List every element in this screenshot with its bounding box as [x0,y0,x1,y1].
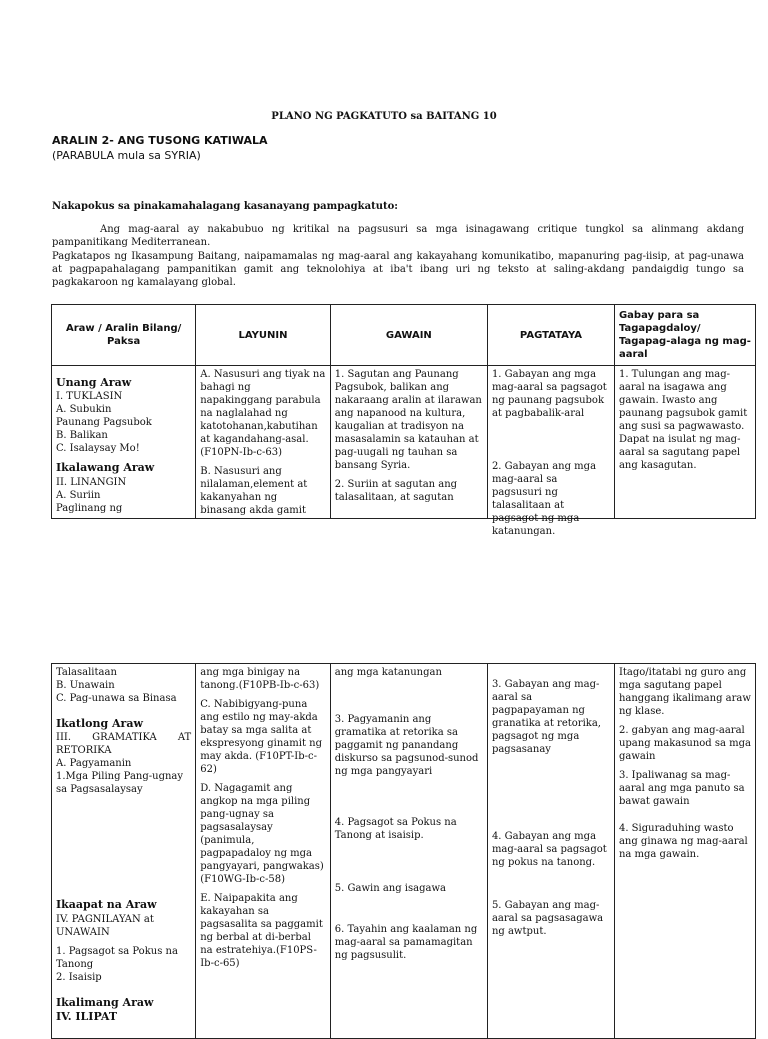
header-gabay: Gabay para sa Tagapagdaloy/ Tagapag-alaga ng mag-aaral [614,305,755,366]
text-line: III. GRAMATIKA AT RETORIKA [56,732,192,757]
objective-c: C. Nabibigyang-puna ang estilo ng may-akda batay sa mga salita at ekspresyong ginamit ng may akda. (F10PT-Ib-c-62) [200,699,322,775]
text-line: A. Subukin [56,404,112,416]
objective-a: A. Nasusuri ang tiyak na bahagi ng napakinggang parabula na naglalahad ng katotohanan,kabutihan at kagandahang-asal. (F10PN-Ib-c-63) [200,369,326,458]
day-label: Ikalawang Araw [56,461,155,475]
day-label: Ikaapat na Araw [56,898,157,912]
header-pagtataya: PAGTATAYA [487,305,614,366]
text-line: Paunang Pagsubok [56,417,152,429]
objective-b: B. Nasusuri ang nilalaman,element at kakanyahan ng binasang akda gamit [200,466,308,516]
text-line: C. Pag-unawa sa Binasa [56,693,177,704]
lesson-plan-table-part1 [51,304,756,537]
text-line: Talasalitaan [56,667,117,678]
cell-gawain [330,664,487,1039]
cell-pagtataya [487,366,614,537]
cell-pagtataya [487,664,614,1039]
assessment-1: 1. Gabayan ang mga mag-aaral sa pagsagot ng paunang pagsubok at pagbabalik-aral [491,369,607,419]
text-line: A. Pagyamanin [56,758,132,770]
text-line: IV. ILIPAT [56,1009,118,1023]
text-line: II. LINANGIN [56,476,127,488]
header-gawain: GAWAIN [330,305,487,366]
day-label: Unang Araw [56,376,132,389]
guide-1: 1. Tulungan ang mag-aaral na isagawa ang gawain. Iwasto ang paunang pagsubok gamit ang susi sa pagwawasto. Dapat na isulat ng mag-aaral sa sagutang papel ang kasagutan. [618,369,748,471]
cell-layunin [196,366,331,519]
activity-2: 2. Suriin at sagutan ang talasalitaan, at sagutan [334,479,458,503]
text-line: B. Balikan [56,430,108,442]
assessment-3: 3. Gabayan ang mag-aaral sa pagpapayaman ng granatika at retorika, pagsagot ng mga pagsasanay [491,679,601,755]
cell-gawain [330,366,487,519]
day-label: Ikalimang Araw [56,995,154,1009]
header-araw: Araw / Aralin Bilang/ Paksa [52,305,196,366]
guide-2: 2. gabyan ang mag-aaral upang makasunod sa mga gawain [618,725,751,762]
text-line: I. TUKLASIN [56,391,123,403]
day-label: Ikatlong Araw [56,717,143,730]
text-line: 1.Mga Piling Pang-ugnay sa Pagsasalaysay [56,771,184,796]
text-line: B. Unawain [56,680,115,691]
cell-araw [52,664,196,1039]
text-line: Paglinang ng [56,502,123,514]
assessment-5: 5. Gabayan ang mag-aaral sa pagsasagawa ng awtput. [491,900,604,937]
cell-araw [52,366,196,519]
table-row [52,664,756,1039]
assessment-2: 2. Gabayan ang mga mag-aaral sa pagsusuri ng talasalitaan at pagsagot ng mga katanungan. [491,461,597,537]
lesson-title: ARALIN 2- ANG TUSONG KATIWALA [52,134,268,147]
guide-4: 4. Siguraduhing wasto ang ginawa ng mag-aaral na mga gawain. [618,823,748,860]
lesson-subtitle: (PARABULA mula sa SYRIA) [52,149,201,162]
cell-gabay [614,664,755,1039]
activity-5: 5. Gawin ang isagawa [334,883,446,894]
guide-3: 3. Ipaliwanag sa mag-aaral ang mga panuto sa bawat gawain [618,770,745,807]
objective-a-cont: ang mga binigay na tanong.(F10PB-Ib-c-63) [200,667,320,691]
text-line: 2. Isaisip [56,971,102,983]
objective-d: D. Nagagamit ang angkop na mga piling pang-ugnay sa pagsasalaysay (panimula, pagpapadaloy ng mga pangyayari, pangwakas) (F10WG-Ib-c-58) [200,783,324,885]
header-layunin: LAYUNIN [196,305,331,366]
guide-1-cont: Itago/itatabi ng guro ang mga sagutang papel hanggang ikalimang araw ng klase. [618,667,751,717]
text-line: C. Isalaysay Mo! [56,443,140,455]
assessment-4: 4. Gabayan ang mga mag-aaral sa pagsagot ng pokus na tanong. [491,831,607,868]
focus-heading: Nakapokus sa pinakamahalagang kasanayang pampagkatuto: [52,201,398,212]
page-title: PLANO NG PAGKATUTO sa BAITANG 10 [271,111,497,122]
table-row [52,366,756,519]
objective-e: E. Naipapakita ang kakayahan sa pagsasalita sa paggamit ng berbal at di-berbal na estratehiya.(F10PS-Ib-c-65) [200,893,323,969]
text-line: 1. Pagsagot sa Pokus na Tanong [56,945,178,970]
activity-6: 6. Tayahin ang kaalaman ng mag-aaral sa pamamagitan ng pagsusulit. [334,924,478,961]
activity-3: 3. Pagyamanin ang gramatika at retorika sa paggamit ng panandang diskurso sa pagsunod-sunod ng mga pangyayari [334,714,479,777]
standard-paragraph: Pagkatapos ng Ikasampung Baitang, naipamamalas ng mag-aaral ang kakayahang komunikatibo, mapanuring pag-iisip, at pag-unawa at pagpapahalagang pampanitikan gamit ang teknolohiya at iba't ibang uri ng teksto at saling-akdang pandaigdig tungo sa pagkakaroon ng kamalayang global. [52,251,744,289]
activity-2-cont: ang mga katanungan [334,667,442,678]
activity-4: 4. Pagsagot sa Pokus na Tanong at isaisip. [334,817,457,841]
cell-gabay [614,366,755,519]
lesson-plan-table-part2 [51,663,756,1039]
text-line: A. Suriin [56,489,101,501]
table-header-row [52,305,756,366]
activity-1: 1. Sagutan ang Paunang Pagsubok, balikan ang nakaraang aralin at ilarawan ang napanood na kultura, kaugalian at tradisyon na masasalamin sa katauhan at pag-uugali ng tauhan sa bansang Syria. [334,369,482,471]
cell-layunin [196,664,331,1039]
text-line: IV. PAGNILAYAN at UNAWAIN [56,913,154,938]
focus-paragraph: Ang mag-aaral ay nakabubuo ng kritikal na pagsusuri sa mga isinagawang critique tungkol sa alinmang akdang pampanitikang Mediterranean. [52,224,744,249]
